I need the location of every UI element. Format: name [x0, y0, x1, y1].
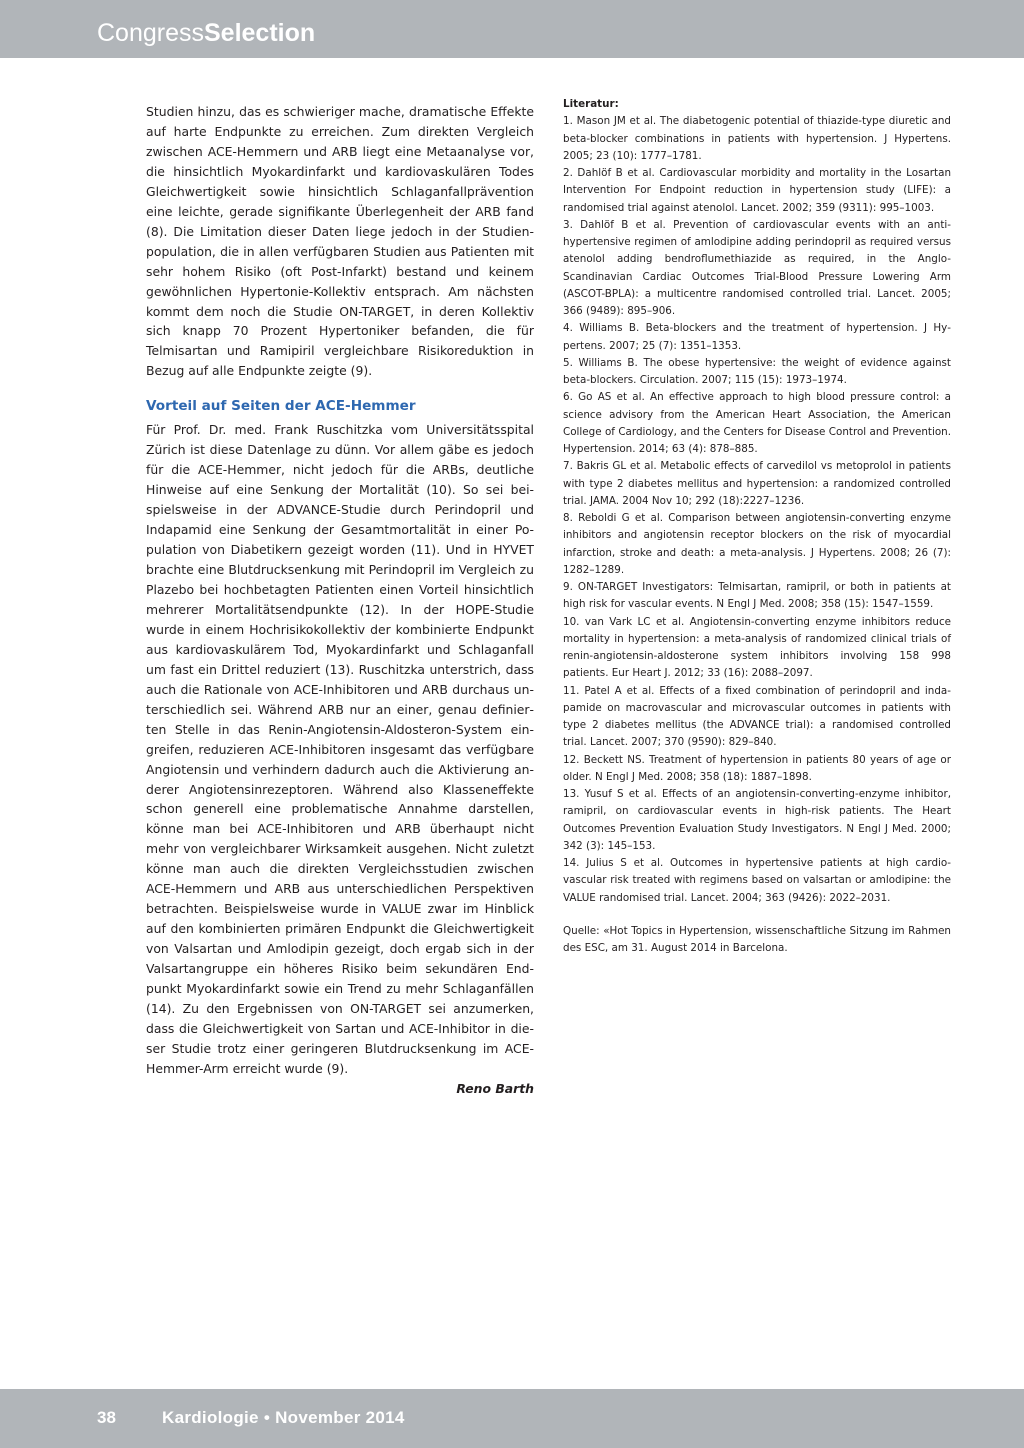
reference-item: 14. Julius S et al. Outcomes in hypertensive patients at high cardiovascular risk treated with regimens based on valsartan or amlodipine: the VALUE randomised trial. Lancet. 2004; 363 (9426): 2022–2031. — [563, 857, 951, 904]
brand-light: Congress — [97, 19, 204, 47]
header-bar — [0, 0, 1024, 58]
article-paragraph-2: Für Prof. Dr. med. Frank Ruschitzka vom Universitätsspital Zürich ist diese Datenlage zu dünn. Vor allem gäbe es jedoch für die ACE-Hemmer, nicht jedoch für die ARBs, deutliche Hinweise auf eine Senkung der Mortalität (10). So sei beispielsweise in der ADVANCE-Studie durch Perindopril und Indapamid eine Senkung der Gesamtmortalität in einer Population von Diabetikern gezeigt worden (11). Und in HYVET brachte eine Blutdrucksenkung mit Perindopril im Vergleich zu Plazebo bei hochbetagten Patienten einen Vorteil hinsichtlich mehrerer Mortalitätsendpunkte (12). In der HOPE-Studie wurde in einem Hochrisikokollektiv der kombinierte Endpunkt aus kardiovaskulärem Tod, Myokardinfarkt und Schlaganfall um fast ein Drittel reduziert (13). Ruschitzka unterstrich, dass auch die Rationale von ACE-Inhibitoren und ARB durchaus unterschiedlich sei. Während ARB nur an einer, genau definierten Stelle in das Renin-Angiotensin-Aldosteron-System eingreifen, reduzieren ACE-Inhibitoren insgesamt das verfügbare Angiotensin und verhindern dadurch auch die Aktivierung anderer Angiotensinrezeptoren. Während also Klasseneffekte schon generell eine problematische Annahme darstellen, könne man bei ACE-Inhibitoren und ARB überhaupt nicht mehr von vergleichbarer Wirksamkeit ausgehen. Nicht zuletzt könne man auch die direkten Vergleichsstudien zwischen ACE-Hemmern und ARB aus unterschiedlichen Perspektiven betrachten. Beispielsweise wurde in VALUE zwar im Hinblick auf den kombinierten primären Endpunkt die Gleichwertigkeit von Valsartan und Amlodipin gezeigt, doch ergab sich in der Valsartangruppe ein höheres Risiko beim sekundären Endpunkt Myokardinfarkt sowie ein Trend zu mehr Schlaganfällen (14). Zu den Ergebnissen von ON-TARGET sei anzumerken, dass die Gleichwertigkeit von Sartan und ACE-Inhibitor in dieser Studie trotz einer geringeren Blutdrucksenkung im ACE-Hemmer-Arm erreicht wurde (9). — [146, 422, 534, 1076]
references-heading: Literatur: — [563, 98, 619, 110]
reference-item: 4. Williams B. Beta-blockers and the treatment of hypertension. J Hypertens. 2007; 25 (7): 1351–1353. — [563, 322, 951, 352]
reference-item: 6. Go AS et al. An effective approach to high blood pressure control: a science advisory from the American Heart Association, the American College of Cardiology, and the Centers for Disease Control and Prevention. Hypertension. 2014; 63 (4): 878–885. — [563, 391, 951, 455]
reference-item: 5. Williams B. The obese hypertensive: the weight of evidence against beta-blockers. Circulation. 2007; 115 (15): 1973–1974. — [563, 356, 951, 386]
reference-item: 8. Reboldi G et al. Comparison between angiotensin-converting enzyme inhibitors and angiotensin receptor blockers on the risk of myocardial infarction, stroke and death: a meta-analysis. J Hypertens. 2008; 26 (7): 1282–1289. — [563, 512, 951, 576]
reference-item: 3. Dahlöf B et al. Prevention of cardiovascular events with an antihypertensive regimen of amlodipine adding perindopril as required versus atenolol adding bendroflumethiazide as required, in the Anglo-Scandinavian Cardiac Outcomes Trial-Blood Pressure Lowering Arm (ASCOT-BPLA): a multicentre randomised controlled trial. Lancet. 2005; 366 (9489): 895–906. — [563, 218, 951, 317]
footer-bar — [0, 1389, 1024, 1448]
reference-item: 13. Yusuf S et al. Effects of an angiotensin-converting-enzyme inhibitor, ramipril, on cardiovascular events in high-risk patients. The Heart Outcomes Prevention Evaluation Study Investigators. N Engl J Med. 2000; 342 (3): 145–153. — [563, 788, 951, 852]
reference-item: 1. Mason JM et al. The diabetogenic potential of thiazide-type diuretic and beta-blocker combinations in patients with hypertension. J Hypertens. 2005; 23 (10): 1777–1781. — [563, 115, 951, 162]
article-subheading: Vorteil auf Seiten der ACE-Hemmer — [146, 398, 416, 415]
article-column — [146, 102, 534, 1099]
reference-item: 10. van Vark LC et al. Angiotensin-converting enzyme inhibitors reduce mortality in hypertension: a meta-analysis of randomized clinical trials of renin-angiotensin-aldosterone system inhibitors involving 158 998 patients. Eur Heart J. 2012; 33 (16): 2088–2097. — [563, 615, 951, 680]
reference-item: 11. Patel A et al. Effects of a fixed combination of perindopril and indapamide on macrovascular and microvascular outcomes in patients with type 2 diabetes mellitus (the ADVANCE trial): a randomised controlled trial. Lancet. 2007; 370 (9590): 829–840. — [563, 684, 951, 749]
article-author: Reno Barth — [456, 1080, 534, 1096]
reference-item: 9. ON-TARGET Investigators: Telmisartan, ramipril, or both in patients at high risk for vascular events. N Engl J Med. 2008; 358 (15): 1547–1559. — [563, 581, 951, 611]
brand-logo — [97, 17, 315, 49]
source-note: Quelle: «Hot Topics in Hypertension, wissenschaftliche Sitzung im Rahmen des ESC, am 31. August 2014 in Barcelona. — [563, 924, 951, 954]
journal-issue: Kardiologie • November 2014 — [162, 1408, 405, 1427]
reference-list — [563, 113, 951, 907]
references-column — [563, 96, 951, 968]
page-number: 38 — [97, 1408, 116, 1427]
brand-bold: Selection — [204, 19, 316, 47]
article-paragraph-1: Studien hinzu, das es schwieriger mache, dramatische Effekte auf harte Endpunkte zu erreichen. Zum direkten Vergleich zwischen ACE-Hemmern und ARB liegt eine Metaanalyse vor, die hinsichtlich Myokardinfarkt und kardiovaskulären Todes Gleichwertigkeit sowie hinsichtlich Schlaganfallprävention eine leichte, gerade signifikante Überlegenheit der ARB fand (8). Die Limitation dieser Daten liege jedoch in der Studienpopulation, die in allen verfügbaren Studien aus Patienten mit sehr hohem Risiko (oft Post-Infarkt) bestand und keinem gewöhnlichen Hypertonie-Kollektiv entsprach. Am nächsten kommt dem noch die Studie ON-TARGET, in deren Kollektiv sich knapp 70 Prozent Hypertoniker befanden, die für Telmisartan und Ramipiril vergleichbare Risikoreduktion in Bezug auf alle Endpunkte zeigte (9). — [146, 104, 534, 379]
reference-item: 7. Bakris GL et al. Metabolic effects of carvedilol vs metoprolol in patients with type 2 diabetes mellitus and hypertension: a randomized controlled trial. JAMA. 2004 Nov 10; 292 (18):2227–1236. — [563, 460, 951, 507]
reference-item: 12. Beckett NS. Treatment of hypertension in patients 80 years of age or older. N Engl J Med. 2008; 358 (18): 1887–1898. — [563, 753, 951, 783]
reference-item: 2. Dahlöf B et al. Cardiovascular morbidity and mortality in the Losartan Intervention For Endpoint reduction in hypertension study (LIFE): a randomised trial against atenolol. Lancet. 2002; 359 (9311): 995–1003. — [563, 167, 951, 214]
